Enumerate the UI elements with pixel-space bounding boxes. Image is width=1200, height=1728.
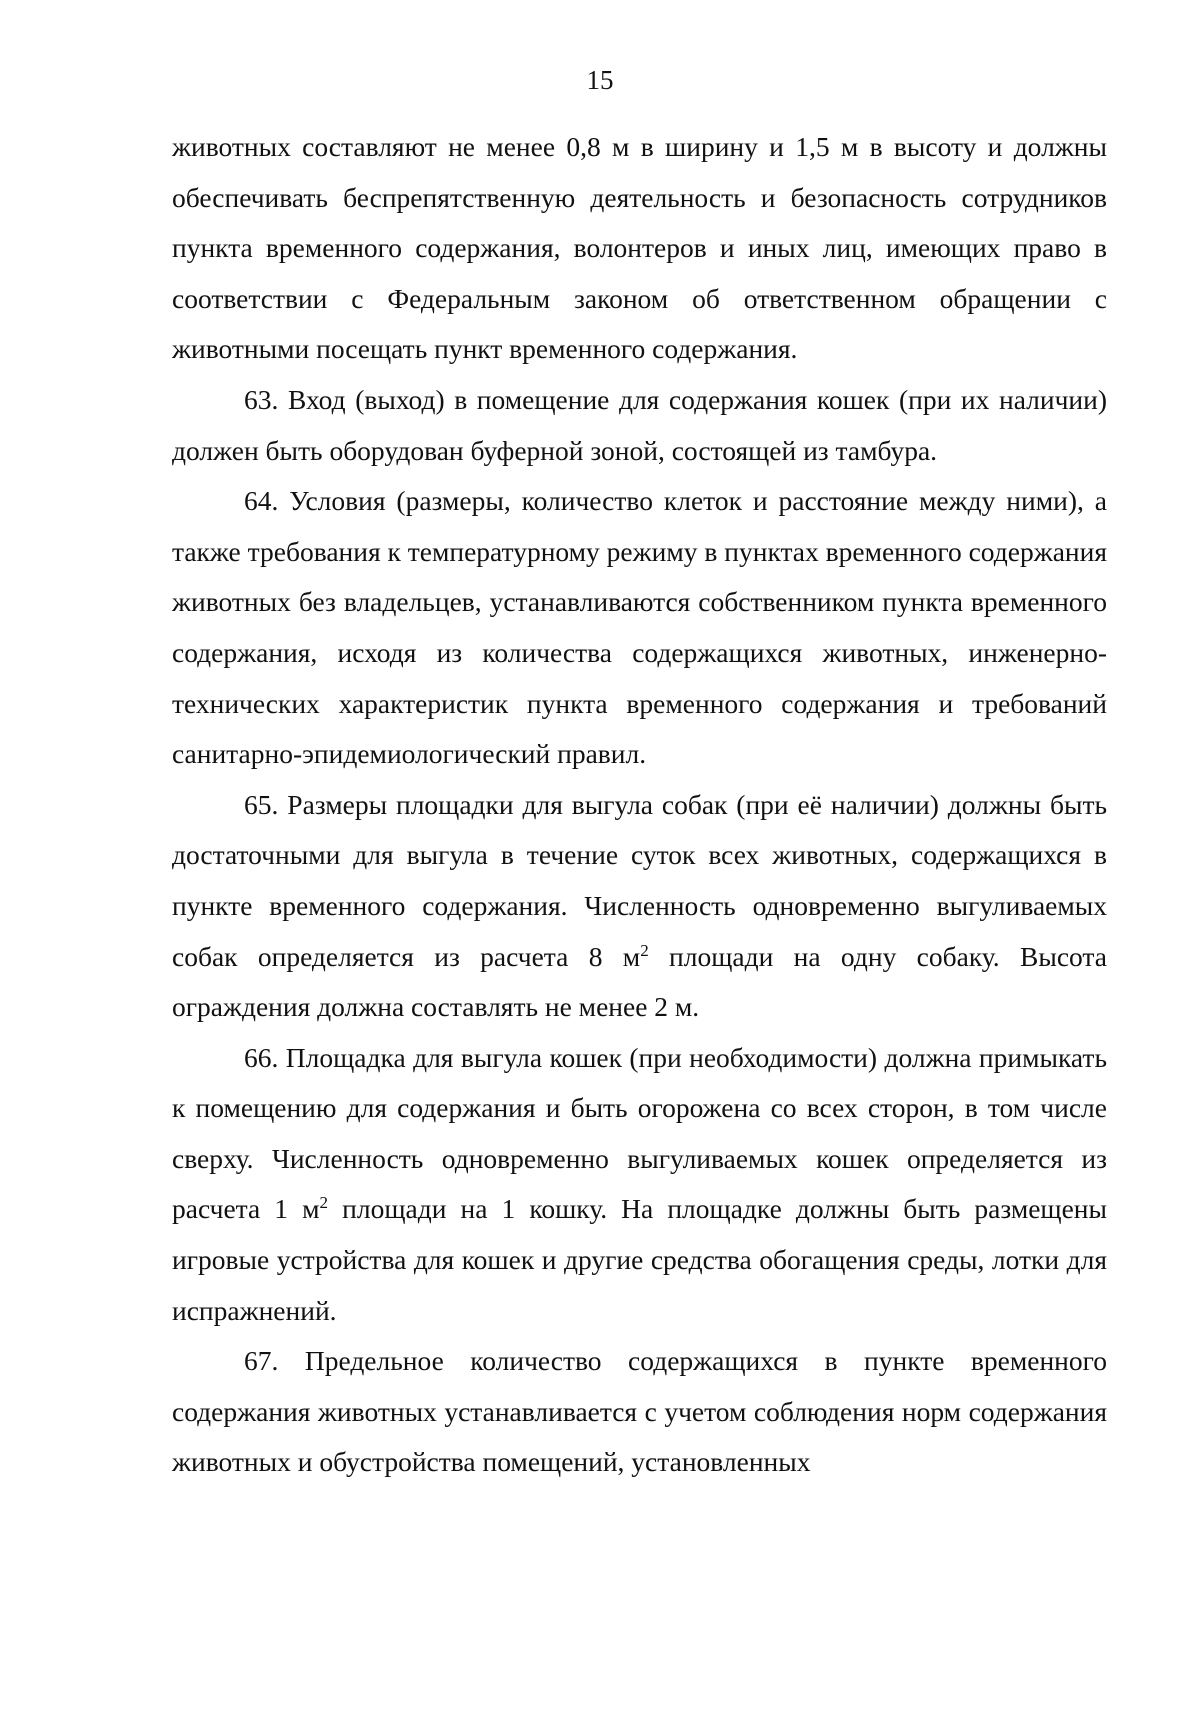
square-meter-superscript: 2 — [319, 1193, 329, 1213]
paragraph-64: 64. Условия (размеры, количество клеток и расстояние между ними), а также требования к температурному режиму в пунктах временного содержания животных без владельцев, устанавливаются собственником пункта временного содержания, исходя из количества содержащихся животных, инженерно-технических характеристик пункта временного содержания и требований санитарно-эпидемиологический правил. — [172, 485, 1107, 770]
paragraph-65-text-part-1: 65. Размеры площадки для выгула собак (при её наличии) должны быть достаточными для выгула в течение суток всех животных, содержащихся в пункте временного содержания. Численность одновременно выгуливаемых собак определяется из расчета 8 м — [172, 788, 1107, 972]
paragraph-66 — [172, 1033, 1107, 1337]
paragraph-65-text-part-2: площади на одну собаку. Высота ограждения должна составлять не менее 2 м. — [172, 940, 1107, 1023]
paragraph-66-text-part-1: 66. Площадка для выгула кошек (при необходимости) должна примыкать к помещению для содержания и быть огорожена со всех сторон, в том числе сверху. Численность одновременно выгуливаемых кошек определяется из расчета 1 м — [172, 1041, 1107, 1225]
paragraph-continuation: животных составляют не менее 0,8 м в ширину и 1,5 м в высоту и должны обеспечивать беспрепятственную деятельность и безопасность сотрудников пункта временного содержания, волонтеров и иных лиц, имеющих право в соответствии с Федеральным законом об ответственном обращении с животными посещать пункт временного содержания. — [172, 131, 1107, 365]
paragraph-66-text-part-2: площади на 1 кошку. На площадке должны быть размещены игровые устройства для кошек и другие средства обогащения среды, лотки для испражнений. — [172, 1193, 1107, 1326]
document-body — [172, 122, 1107, 1488]
square-meter-superscript: 2 — [640, 940, 649, 960]
paragraph-67: 67. Предельное количество содержащихся в пункте временного содержания животных устанавливается с учетом соблюдения норм содержания животных и обустройства помещений, установленных — [172, 1345, 1107, 1478]
page-number: 15 — [586, 65, 614, 95]
paragraph-65 — [172, 780, 1107, 1033]
paragraph-63: 63. Вход (выход) в помещение для содержания кошек (при их наличии) должен быть оборудован буферной зоной, состоящей из тамбура. — [172, 383, 1107, 466]
